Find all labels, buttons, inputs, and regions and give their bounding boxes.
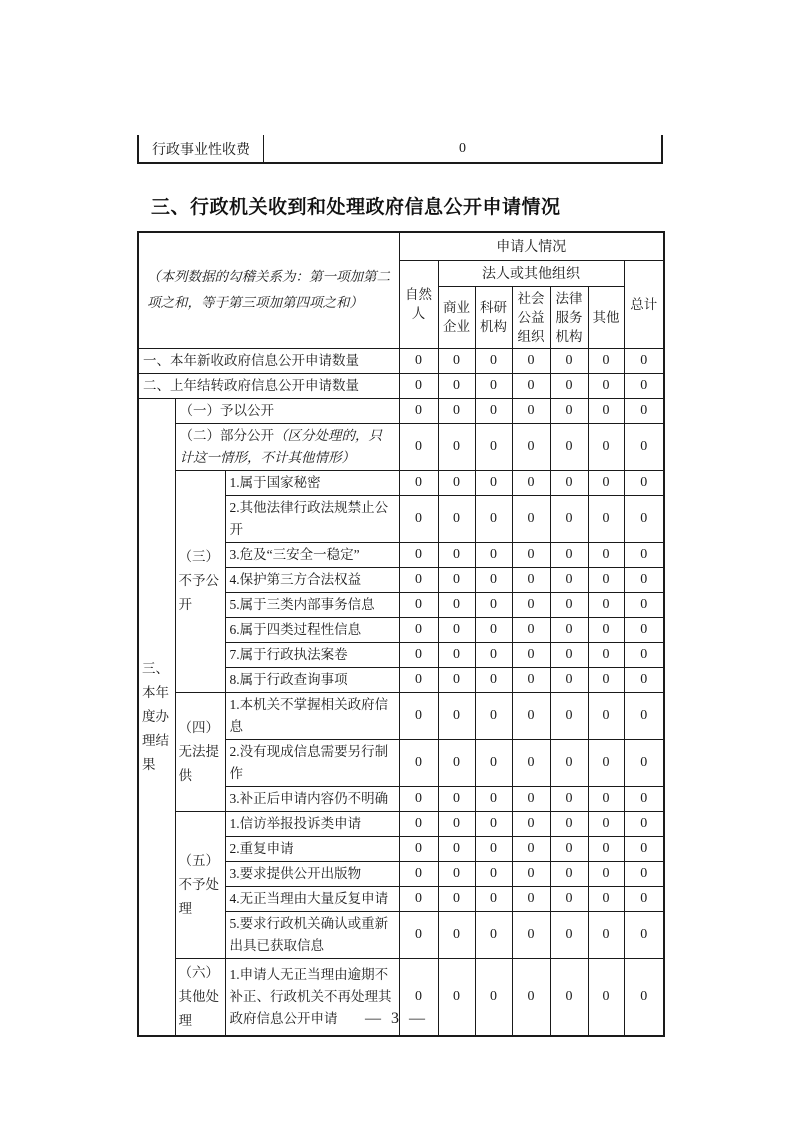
data-cell: 0 bbox=[438, 470, 475, 495]
data-cell: 0 bbox=[588, 423, 624, 470]
data-cell: 0 bbox=[624, 348, 664, 373]
data-cell: 0 bbox=[399, 567, 438, 592]
data-cell: 0 bbox=[399, 495, 438, 542]
row-label bbox=[225, 911, 399, 958]
data-cell: 0 bbox=[399, 911, 438, 958]
row-label bbox=[225, 739, 399, 786]
data-cell: 0 bbox=[624, 886, 664, 911]
page-number: — 3 — bbox=[365, 1010, 428, 1027]
data-cell: 0 bbox=[475, 470, 512, 495]
row-label-text: 一、本年新收政府信息公开申请数量 bbox=[143, 352, 359, 368]
data-cell: 0 bbox=[475, 423, 512, 470]
header-total: 总计 bbox=[624, 260, 664, 348]
data-cell: 0 bbox=[512, 692, 550, 739]
data-cell: 0 bbox=[475, 542, 512, 567]
data-cell: 0 bbox=[399, 667, 438, 692]
row-label bbox=[225, 642, 399, 667]
row-label-text: （一）予以公开 bbox=[179, 402, 274, 418]
data-cell: 0 bbox=[550, 373, 588, 398]
data-cell: 0 bbox=[588, 911, 624, 958]
applications-table bbox=[137, 231, 665, 1037]
row-label-text: 7.属于行政执法案卷 bbox=[229, 646, 348, 662]
data-cell: 0 bbox=[475, 811, 512, 836]
data-cell: 0 bbox=[550, 861, 588, 886]
row-label-text: 5.要求行政机关确认或重新出具已获取信息 bbox=[229, 915, 389, 953]
data-cell: 0 bbox=[550, 423, 588, 470]
data-cell: 0 bbox=[550, 495, 588, 542]
data-cell: 0 bbox=[438, 423, 475, 470]
header-legal-or-other-org: 法人或其他组织 bbox=[438, 260, 624, 286]
data-cell: 0 bbox=[588, 617, 624, 642]
row-label bbox=[225, 567, 399, 592]
data-cell: 0 bbox=[624, 398, 664, 423]
data-cell: 0 bbox=[624, 423, 664, 470]
data-cell: 0 bbox=[399, 836, 438, 861]
category-label: （四）无法提供 bbox=[175, 692, 225, 811]
header-note: （本列数据的勾稽关系为：第一项加第二项之和，等于第三项加第四项之和） bbox=[138, 232, 399, 348]
data-cell: 0 bbox=[512, 739, 550, 786]
row-label-text: 1.本机关不掌握相关政府信息 bbox=[229, 696, 389, 734]
data-cell: 0 bbox=[438, 373, 475, 398]
data-cell: 0 bbox=[438, 495, 475, 542]
data-cell: 0 bbox=[588, 542, 624, 567]
row-label-text: 4.无正当理由大量反复申请 bbox=[229, 890, 389, 906]
row-label bbox=[225, 495, 399, 542]
data-cell: 0 bbox=[588, 861, 624, 886]
table-row bbox=[138, 692, 664, 739]
data-cell: 0 bbox=[475, 592, 512, 617]
data-cell: 0 bbox=[550, 739, 588, 786]
fee-row-label: 行政事业性收费 bbox=[139, 135, 264, 162]
header-social-welfare-org: 社会公益组织 bbox=[512, 286, 550, 348]
data-cell: 0 bbox=[512, 886, 550, 911]
data-cell: 0 bbox=[475, 667, 512, 692]
data-cell: 0 bbox=[624, 692, 664, 739]
data-cell: 0 bbox=[588, 739, 624, 786]
data-cell: 0 bbox=[399, 617, 438, 642]
data-cell: 0 bbox=[550, 348, 588, 373]
data-cell: 0 bbox=[588, 567, 624, 592]
row-label-text: 8.属于行政查询事项 bbox=[229, 671, 348, 687]
data-cell: 0 bbox=[588, 786, 624, 811]
data-cell: 0 bbox=[550, 398, 588, 423]
header-row-1 bbox=[138, 232, 664, 260]
data-cell: 0 bbox=[399, 786, 438, 811]
data-cell: 0 bbox=[475, 958, 512, 1036]
data-cell: 0 bbox=[588, 470, 624, 495]
data-cell: 0 bbox=[475, 786, 512, 811]
data-cell: 0 bbox=[512, 667, 550, 692]
data-cell: 0 bbox=[512, 617, 550, 642]
data-cell: 0 bbox=[550, 567, 588, 592]
data-cell: 0 bbox=[399, 470, 438, 495]
row-label bbox=[138, 373, 399, 398]
data-cell: 0 bbox=[399, 642, 438, 667]
data-cell: 0 bbox=[624, 739, 664, 786]
data-cell: 0 bbox=[438, 836, 475, 861]
data-cell: 0 bbox=[512, 642, 550, 667]
data-cell: 0 bbox=[438, 592, 475, 617]
main-table-body bbox=[138, 348, 664, 1036]
data-cell: 0 bbox=[475, 739, 512, 786]
data-cell: 0 bbox=[438, 567, 475, 592]
row-label-text: 二、上年结转政府信息公开申请数量 bbox=[143, 377, 359, 393]
row-label bbox=[225, 592, 399, 617]
data-cell: 0 bbox=[399, 398, 438, 423]
data-cell: 0 bbox=[475, 373, 512, 398]
row-label-text: 2.没有现成信息需要另行制作 bbox=[229, 743, 389, 781]
data-cell: 0 bbox=[475, 911, 512, 958]
row-label-text: 2.重复申请 bbox=[229, 840, 294, 856]
data-cell: 0 bbox=[512, 542, 550, 567]
data-cell: 0 bbox=[438, 692, 475, 739]
data-cell: 0 bbox=[399, 886, 438, 911]
data-cell: 0 bbox=[399, 958, 438, 1036]
data-cell: 0 bbox=[438, 911, 475, 958]
data-cell: 0 bbox=[475, 642, 512, 667]
data-cell: 0 bbox=[550, 836, 588, 861]
row-label-text: 4.保护第三方合法权益 bbox=[229, 571, 362, 587]
data-cell: 0 bbox=[588, 642, 624, 667]
data-cell: 0 bbox=[512, 836, 550, 861]
data-cell: 0 bbox=[512, 470, 550, 495]
data-cell: 0 bbox=[588, 495, 624, 542]
data-cell: 0 bbox=[399, 423, 438, 470]
data-cell: 0 bbox=[438, 811, 475, 836]
data-cell: 0 bbox=[438, 786, 475, 811]
data-cell: 0 bbox=[399, 811, 438, 836]
data-cell: 0 bbox=[438, 398, 475, 423]
data-cell: 0 bbox=[588, 811, 624, 836]
data-cell: 0 bbox=[475, 617, 512, 642]
data-cell: 0 bbox=[624, 861, 664, 886]
group-label: 三、本年度办理结果 bbox=[138, 398, 175, 1036]
row-label bbox=[225, 861, 399, 886]
data-cell: 0 bbox=[438, 667, 475, 692]
data-cell: 0 bbox=[512, 911, 550, 958]
data-cell: 0 bbox=[624, 958, 664, 1036]
data-cell: 0 bbox=[624, 470, 664, 495]
row-label-text: 1.信访举报投诉类申请 bbox=[229, 815, 362, 831]
row-label-note: （区分处理的，只计这一情形，不计其他情形） bbox=[179, 427, 382, 465]
row-label bbox=[225, 811, 399, 836]
data-cell: 0 bbox=[588, 667, 624, 692]
fee-row-value: 0 bbox=[459, 140, 466, 156]
data-cell: 0 bbox=[512, 373, 550, 398]
data-cell: 0 bbox=[588, 592, 624, 617]
data-cell: 0 bbox=[550, 811, 588, 836]
data-cell: 0 bbox=[550, 617, 588, 642]
data-cell: 0 bbox=[475, 567, 512, 592]
data-cell: 0 bbox=[588, 886, 624, 911]
row-label-text: 3.补正后申请内容仍不明确 bbox=[229, 790, 389, 806]
row-label bbox=[225, 542, 399, 567]
data-cell: 0 bbox=[399, 348, 438, 373]
row-label bbox=[138, 348, 399, 373]
data-cell: 0 bbox=[475, 398, 512, 423]
data-cell: 0 bbox=[550, 470, 588, 495]
data-cell: 0 bbox=[624, 495, 664, 542]
data-cell: 0 bbox=[475, 692, 512, 739]
data-cell: 0 bbox=[438, 642, 475, 667]
table-row bbox=[138, 348, 664, 373]
row-label bbox=[175, 398, 399, 423]
category-label: （六）其他处理 bbox=[175, 958, 225, 1036]
table-header bbox=[138, 232, 664, 348]
data-cell: 0 bbox=[624, 542, 664, 567]
data-cell: 0 bbox=[550, 592, 588, 617]
data-cell: 0 bbox=[438, 861, 475, 886]
header-other-org: 其他 bbox=[588, 286, 624, 348]
header-applicant-situation: 申请人情况 bbox=[399, 232, 664, 260]
data-cell: 0 bbox=[550, 692, 588, 739]
data-cell: 0 bbox=[512, 348, 550, 373]
row-label-text: 1.申请人无正当理由逾期不补正、行政机关不再处理其政府信息公开申请 bbox=[229, 966, 392, 1026]
data-cell: 0 bbox=[475, 836, 512, 861]
row-label bbox=[225, 692, 399, 739]
data-cell: 0 bbox=[512, 592, 550, 617]
row-label-text: 1.属于国家秘密 bbox=[229, 474, 321, 490]
data-cell: 0 bbox=[588, 373, 624, 398]
data-cell: 0 bbox=[624, 617, 664, 642]
data-cell: 0 bbox=[550, 642, 588, 667]
data-cell: 0 bbox=[438, 348, 475, 373]
data-cell: 0 bbox=[475, 886, 512, 911]
category-label: （五）不予处理 bbox=[175, 811, 225, 958]
data-cell: 0 bbox=[438, 617, 475, 642]
data-cell: 0 bbox=[588, 958, 624, 1036]
data-cell: 0 bbox=[475, 861, 512, 886]
row-label-text: 5.属于三类内部事务信息 bbox=[229, 596, 375, 612]
table-row bbox=[138, 373, 664, 398]
table-row bbox=[138, 470, 664, 495]
row-label bbox=[225, 836, 399, 861]
data-cell: 0 bbox=[624, 911, 664, 958]
header-natural-person: 自然人 bbox=[399, 260, 438, 348]
header-legal-service-org: 法律服务机构 bbox=[550, 286, 588, 348]
data-cell: 0 bbox=[624, 373, 664, 398]
section-title: 三、行政机关收到和处理政府信息公开申请情况 bbox=[151, 197, 561, 218]
data-cell: 0 bbox=[438, 542, 475, 567]
row-label bbox=[225, 786, 399, 811]
data-cell: 0 bbox=[399, 692, 438, 739]
row-label bbox=[225, 886, 399, 911]
row-label-text: 6.属于四类过程性信息 bbox=[229, 621, 362, 637]
data-cell: 0 bbox=[512, 423, 550, 470]
data-cell: 0 bbox=[624, 786, 664, 811]
row-label-text: 2.其他法律行政法规禁止公开 bbox=[229, 499, 389, 537]
data-cell: 0 bbox=[588, 348, 624, 373]
data-cell: 0 bbox=[438, 886, 475, 911]
header-research-institution: 科研机构 bbox=[475, 286, 512, 348]
data-cell: 0 bbox=[399, 861, 438, 886]
data-cell: 0 bbox=[588, 398, 624, 423]
data-cell: 0 bbox=[438, 958, 475, 1036]
data-cell: 0 bbox=[512, 398, 550, 423]
row-label bbox=[225, 667, 399, 692]
data-cell: 0 bbox=[624, 642, 664, 667]
row-label-text: 3.要求提供公开出版物 bbox=[229, 865, 362, 881]
data-cell: 0 bbox=[624, 667, 664, 692]
data-cell: 0 bbox=[512, 861, 550, 886]
data-cell: 0 bbox=[624, 567, 664, 592]
category-label: （三）不予公开 bbox=[175, 470, 225, 692]
data-cell: 0 bbox=[399, 542, 438, 567]
data-cell: 0 bbox=[512, 495, 550, 542]
data-cell: 0 bbox=[588, 836, 624, 861]
data-cell: 0 bbox=[550, 542, 588, 567]
data-cell: 0 bbox=[512, 811, 550, 836]
data-cell: 0 bbox=[550, 911, 588, 958]
table-row bbox=[138, 398, 664, 423]
data-cell: 0 bbox=[399, 592, 438, 617]
row-label-text: （二）部分公开 bbox=[179, 427, 274, 443]
data-cell: 0 bbox=[624, 836, 664, 861]
table-row bbox=[138, 423, 664, 470]
data-cell: 0 bbox=[512, 958, 550, 1036]
data-cell: 0 bbox=[624, 811, 664, 836]
row-label bbox=[225, 470, 399, 495]
data-cell: 0 bbox=[588, 692, 624, 739]
row-label bbox=[225, 617, 399, 642]
fees-table-fragment bbox=[137, 135, 663, 164]
data-cell: 0 bbox=[475, 495, 512, 542]
header-commercial-enterprise: 商业企业 bbox=[438, 286, 475, 348]
data-cell: 0 bbox=[550, 886, 588, 911]
table-row bbox=[138, 811, 664, 836]
data-cell: 0 bbox=[438, 739, 475, 786]
data-cell: 0 bbox=[550, 667, 588, 692]
data-cell: 0 bbox=[550, 786, 588, 811]
data-cell: 0 bbox=[512, 786, 550, 811]
row-label-text: 3.危及“三安全一稳定” bbox=[229, 546, 360, 562]
data-cell: 0 bbox=[399, 373, 438, 398]
data-cell: 0 bbox=[550, 958, 588, 1036]
data-cell: 0 bbox=[624, 592, 664, 617]
data-cell: 0 bbox=[475, 348, 512, 373]
data-cell: 0 bbox=[512, 567, 550, 592]
data-cell: 0 bbox=[399, 739, 438, 786]
row-label bbox=[175, 423, 399, 470]
